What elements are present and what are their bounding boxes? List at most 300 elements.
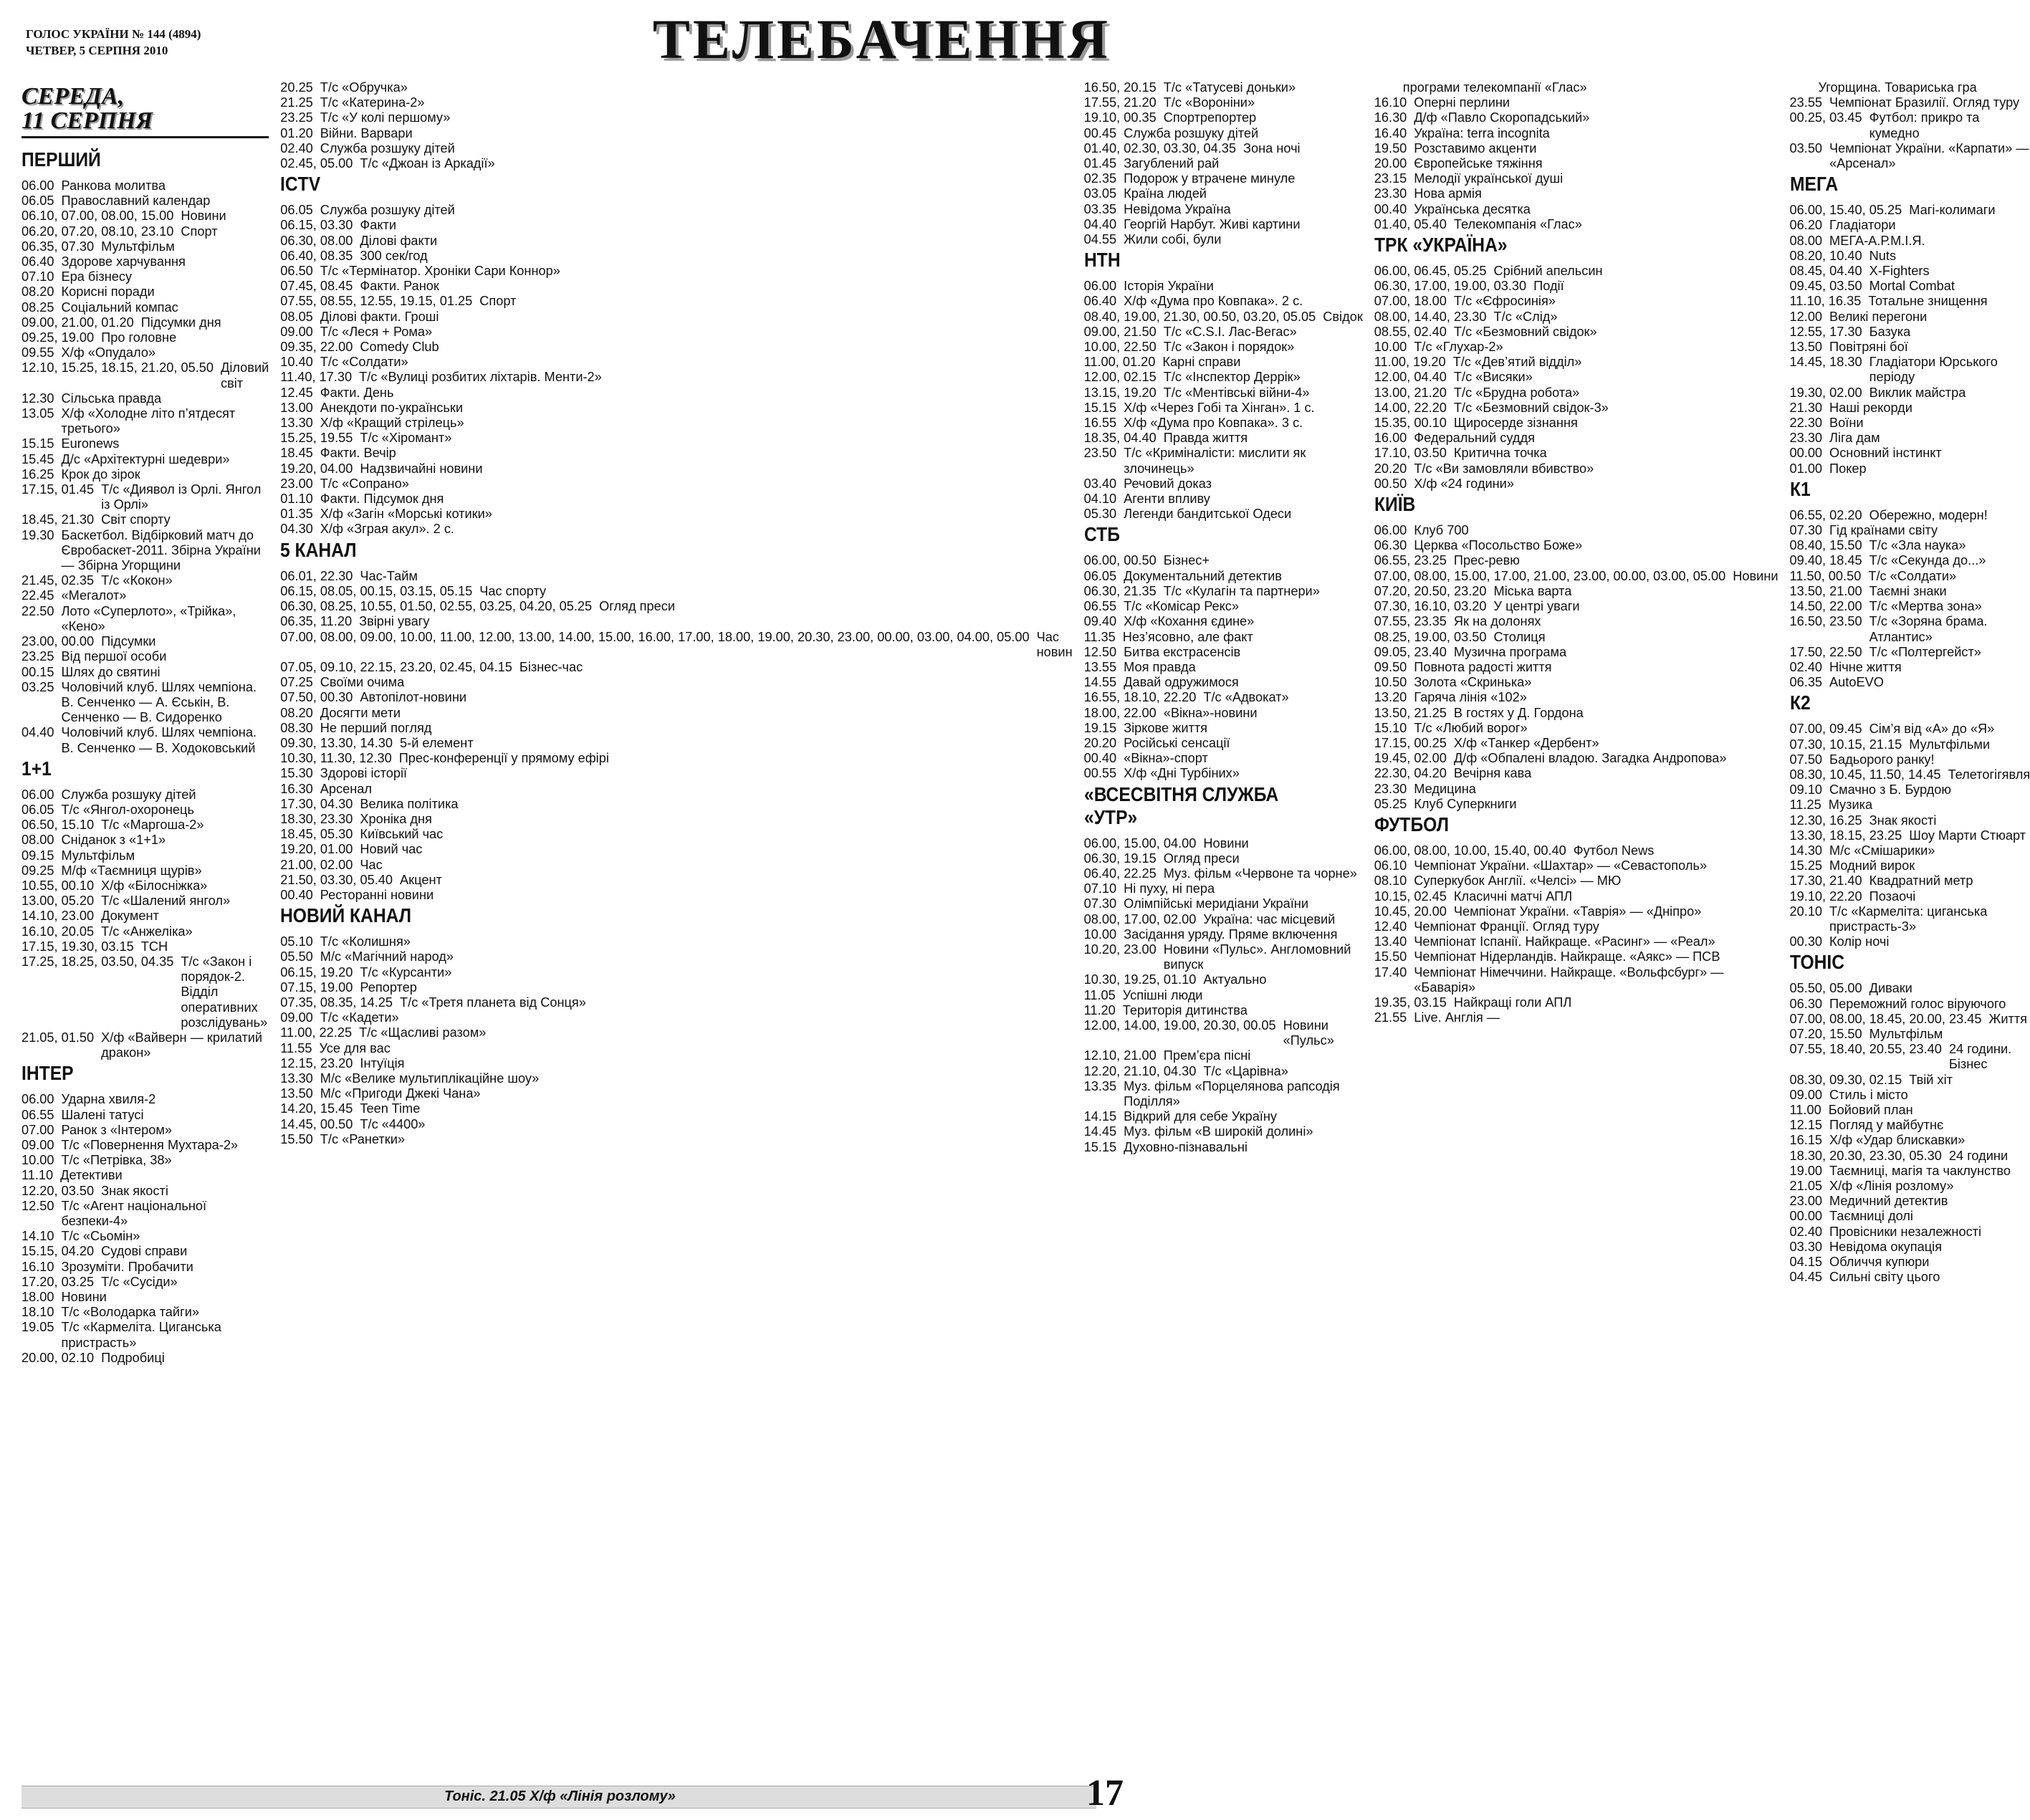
program-row — [1374, 873, 1778, 889]
program-title: Факти. День — [320, 385, 394, 400]
program-row — [1790, 737, 2030, 752]
program-row — [1374, 843, 1778, 858]
program-row — [21, 1092, 269, 1107]
program-row — [280, 842, 1072, 857]
program-title: Як на долонях — [1453, 614, 1541, 629]
program-row — [280, 1101, 1072, 1116]
program-time: 09.00 — [21, 1137, 54, 1152]
program-time: 15.45 — [21, 451, 54, 466]
program-title: 300 сек/год — [360, 248, 428, 263]
program-title: Т/с «Повернення Мухтара-2» — [61, 1137, 239, 1152]
program-title: Подробиці — [101, 1350, 165, 1365]
program-title: Х/ф «Через Гобі та Хінган». 1 с. — [1124, 400, 1315, 415]
program-time: 06.00, 08.00, 10.00, 15.40, 00.40 — [1374, 843, 1566, 858]
program-row — [1374, 904, 1778, 919]
program-title: МЕГА-А.Р.М.І.Я. — [1829, 233, 1925, 248]
program-row — [1084, 721, 1363, 736]
program-time: 11.55 — [280, 1040, 312, 1055]
program-title: Т/с «Янгол-охоронець — [61, 802, 194, 817]
program-title: Т/с «Мертва зона» — [1869, 599, 1982, 614]
program-title: Факти. Підсумок дня — [320, 492, 444, 507]
program-time: 03.25 — [21, 679, 54, 694]
program-title: Т/с «Ви замовляли вбивство» — [1414, 461, 1594, 476]
program-row — [1084, 431, 1363, 446]
program-row — [1084, 942, 1363, 972]
program-row — [1790, 1118, 2030, 1133]
program-time: 19.00 — [1789, 1163, 1823, 1178]
program-time: 16.15 — [1789, 1133, 1823, 1148]
program-time: 08.25 — [21, 300, 54, 315]
program-row — [1790, 1164, 2030, 1179]
program-title: Музична програма — [1453, 644, 1567, 659]
program-row — [1374, 797, 1778, 812]
program-row — [21, 1184, 269, 1199]
program-title: Гаряча лінія «102» — [1414, 690, 1527, 705]
program-title: Бадьорого ранку! — [1829, 752, 1935, 767]
program-title: Країна людей — [1124, 186, 1207, 201]
program-time: 16.00 — [1374, 431, 1407, 446]
program-time: 13.00, 05.20 — [21, 894, 95, 909]
program-row — [1084, 751, 1363, 766]
channel-title: КИЇВ — [1374, 493, 1416, 516]
program-time: 06.05 — [21, 193, 54, 209]
program-title: Служба розшуку дітей — [61, 787, 196, 802]
program-time: 07.30 — [1789, 523, 1823, 538]
program-title: Mortal Combat — [1869, 279, 1955, 294]
channel-title: ФУТБОЛ — [1374, 813, 1449, 835]
program-title: Т/с «Диявол із Орлі. Янгол із Орлі» — [101, 482, 262, 512]
program-title: Сильні світу цього — [1829, 1270, 1940, 1285]
program-time: 15.25, 19.55 — [280, 431, 353, 446]
day-banner — [21, 85, 269, 138]
program-row — [1084, 706, 1363, 721]
program-title: Усе для вас — [319, 1040, 391, 1055]
program-time: 12.10, 15.25, 18.15, 21.20, 05.50 — [21, 360, 214, 375]
program-title: Т/с «Леся + Рома» — [320, 324, 433, 339]
program-time: 06.00 — [21, 178, 54, 193]
program-time: 04.10 — [1083, 492, 1117, 507]
program-time: 00.40 — [280, 887, 313, 902]
program-row — [1374, 355, 1778, 370]
program-title: Х/ф «Дума про Ковпака». 2 с. — [1124, 294, 1303, 309]
program-title: Т/с «4400» — [360, 1116, 426, 1131]
program-row — [280, 766, 1072, 781]
program-title: Т/с «Сусіди» — [101, 1274, 178, 1289]
program-row — [21, 178, 269, 193]
program-row — [21, 665, 269, 680]
channel-title: ПЕРШИЙ — [21, 148, 101, 171]
program-time: 06.15, 08.05, 00.15, 03.15, 05.15 — [280, 583, 473, 598]
program-title: Мультфільми — [1909, 737, 1991, 752]
program-title: Гладіатори Юрського періоду — [1869, 355, 1998, 385]
program-row — [1374, 294, 1778, 309]
program-time: 10.20, 23.00 — [1083, 942, 1157, 957]
program-title: Т/с «Татусеві доньки» — [1163, 80, 1296, 95]
program-time: 06.35, 07.30 — [21, 239, 95, 254]
program-row — [280, 141, 1072, 156]
program-row — [1374, 476, 1778, 492]
program-row — [1790, 508, 2030, 523]
program-row — [21, 254, 269, 269]
program-title: Т/с «Царівна» — [1203, 1063, 1288, 1078]
program-row — [1084, 1048, 1363, 1063]
program-row — [21, 604, 269, 634]
program-row — [21, 1275, 269, 1290]
program-row — [1084, 1064, 1363, 1079]
program-time: 19.35, 03.15 — [1374, 995, 1447, 1010]
program-time: 18.45, 05.30 — [280, 827, 353, 842]
program-time: 12.20, 03.50 — [21, 1183, 95, 1198]
program-title: Т/с «Комісар Рекс» — [1124, 599, 1240, 614]
program-title: В гостях у Д. Гордона — [1453, 705, 1584, 720]
program-time: 08.25, 19.00, 03.50 — [1374, 629, 1487, 644]
program-time: 06.00, 00.50 — [1083, 553, 1157, 568]
program-row — [1790, 858, 2030, 873]
program-time: 06.35 — [1789, 675, 1823, 690]
program-time: 20.20 — [1083, 735, 1117, 750]
program-time: 08.00 — [21, 833, 54, 848]
program-time: 05.25 — [1374, 796, 1407, 811]
program-title: Модний вирок — [1829, 858, 1915, 873]
program-row — [21, 482, 269, 512]
program-time: 09.00 — [1789, 1087, 1823, 1102]
program-row — [21, 224, 269, 239]
program-row — [21, 803, 269, 818]
section-title: ТЕЛЕБАЧЕННЯ — [652, 8, 1111, 70]
program-time: 08.00, 17.00, 02.00 — [1083, 911, 1197, 926]
program-title: Новий час — [360, 842, 423, 857]
program-row — [21, 269, 269, 284]
program-row — [21, 954, 269, 1030]
program-row — [280, 569, 1072, 584]
program-time: 14.55 — [1083, 675, 1117, 690]
program-time: 12.50 — [1083, 644, 1117, 659]
program-title: Х/ф «Кохання єдине» — [1124, 614, 1255, 629]
program-row — [1790, 1209, 2030, 1224]
program-time: 11.10, 16.35 — [1789, 294, 1862, 309]
program-title: Факти — [360, 218, 397, 233]
program-title: Teen Time — [360, 1101, 421, 1116]
program-time: 18.30, 23.30 — [280, 811, 353, 826]
program-title: Олімпійські меридіани України — [1124, 896, 1309, 911]
program-title: Хроніка дня — [360, 811, 432, 826]
program-time: 11.35 — [1083, 629, 1116, 644]
program-time: 20.20 — [1374, 461, 1407, 476]
program-title: Чемпіонат Іспанії. Найкраще. «Расинг» — «Реал» — [1414, 934, 1715, 949]
program-title: Д/ф «Обпалені владою. Загадка Андропова» — [1453, 751, 1727, 766]
program-row — [1084, 217, 1363, 232]
program-title: Euronews — [61, 436, 120, 451]
program-time: 21.05 — [1789, 1179, 1823, 1193]
program-row — [280, 965, 1072, 980]
program-title: Смачно з Б. Бурдою — [1829, 782, 1952, 798]
schedule-column — [280, 80, 1072, 1778]
channel-title: ТРК «УКРАЇНА» — [1374, 234, 1508, 257]
program-time: 13.30 — [280, 1071, 313, 1086]
program-time: 13.50, 21.25 — [1374, 705, 1447, 720]
program-row — [280, 95, 1072, 110]
program-time: 06.30, 08.25, 10.55, 01.50, 02.55, 03.25, 04.20, 05.25 — [280, 599, 593, 614]
program-title: Розставимо акценти — [1414, 140, 1537, 155]
program-time: 02.40 — [1789, 659, 1823, 674]
program-title: Найкращі голи АПЛ — [1453, 995, 1572, 1010]
program-time: 06.00 — [21, 787, 54, 802]
program-time: 09.15 — [21, 848, 54, 863]
program-row — [1084, 141, 1363, 156]
program-row — [280, 1132, 1072, 1147]
program-time: 11.40, 17.30 — [280, 370, 353, 385]
program-time: 07.25 — [280, 675, 313, 690]
program-row — [1790, 325, 2030, 340]
program-title: Служба розшуку дітей — [320, 203, 455, 218]
program-time: 09.00 — [280, 324, 313, 339]
program-row — [280, 507, 1072, 522]
program-time: 12.30 — [21, 391, 54, 406]
program-row — [1374, 721, 1778, 736]
program-row — [1790, 1255, 2030, 1270]
program-time: 09.50 — [1374, 659, 1407, 674]
program-row — [21, 1108, 269, 1123]
program-time: 13.50 — [280, 1086, 313, 1101]
program-title: Моя правда — [1124, 659, 1196, 674]
program-time: 23.50 — [1083, 446, 1117, 461]
program-title: Медицина — [1414, 781, 1476, 796]
program-time: 06.00 — [1374, 523, 1407, 538]
program-row — [1084, 325, 1363, 340]
program-time: 16.10 — [1374, 95, 1407, 110]
program-title: Критична точка — [1453, 446, 1547, 461]
program-title: Наші рекорди — [1829, 400, 1912, 415]
program-row — [280, 873, 1072, 888]
program-row — [1374, 630, 1778, 645]
program-time: 20.25 — [280, 80, 313, 95]
program-row — [1790, 234, 2030, 249]
program-time: 21.55 — [1374, 1010, 1407, 1025]
program-title: Позаочі — [1869, 889, 1916, 904]
channel-block — [1374, 234, 1778, 492]
program-title: Зрозуміти. Пробачити — [61, 1259, 193, 1274]
program-time: 08.00 — [1789, 233, 1823, 248]
program-time: 16.25 — [21, 466, 54, 482]
program-row — [1790, 614, 2030, 644]
program-row — [1084, 660, 1363, 675]
program-row — [1374, 523, 1778, 538]
program-time: 20.10 — [1789, 904, 1823, 919]
program-row — [280, 949, 1072, 964]
program-title: Акцент — [400, 872, 442, 887]
program-row — [1374, 202, 1778, 217]
program-time: 06.50 — [280, 264, 313, 279]
program-row — [280, 888, 1072, 903]
program-row — [21, 878, 269, 894]
program-time: 00.30 — [1789, 934, 1823, 949]
program-title: Т/с «Ранетки» — [320, 1131, 405, 1146]
program-time: 21.50, 03.30, 05.40 — [280, 872, 393, 887]
program-time: 18.10 — [21, 1305, 54, 1320]
program-row — [1374, 446, 1778, 461]
program-time: 04.45 — [1789, 1270, 1823, 1285]
program-title: Крок до зірок — [61, 466, 140, 482]
program-title: Т/с «Вороніни» — [1163, 95, 1255, 110]
program-row — [1790, 523, 2030, 538]
program-row — [1374, 401, 1778, 416]
program-time: 08.55, 02.40 — [1374, 324, 1447, 339]
program-time: 01.10 — [280, 492, 313, 507]
program-time: 07.00, 09.45 — [1789, 722, 1862, 737]
program-title: Т/с «У колі першому» — [320, 110, 451, 125]
program-row — [1084, 1079, 1363, 1109]
program-title: Корисні поради — [61, 284, 155, 300]
program-title: Повнота радості життя — [1414, 659, 1552, 674]
program-row — [1084, 569, 1363, 584]
program-row — [1790, 461, 2030, 476]
program-row — [1374, 766, 1778, 781]
program-time: 17.40 — [1374, 964, 1407, 980]
program-time: 17.30, 04.30 — [280, 796, 353, 811]
program-row — [1790, 1149, 2030, 1164]
program-row — [1790, 997, 2030, 1012]
program-title: Диваки — [1869, 981, 1912, 996]
program-row — [1374, 614, 1778, 629]
program-row — [1084, 492, 1363, 507]
program-time: 03.05 — [1083, 186, 1117, 201]
program-row — [280, 1056, 1072, 1071]
program-row — [21, 725, 269, 755]
program-row — [1084, 1140, 1363, 1155]
program-row — [280, 294, 1072, 309]
program-title: Т/с «Зоряна брама. Атлантис» — [1869, 614, 1988, 644]
program-row — [1790, 340, 2030, 355]
program-row — [21, 924, 269, 939]
program-row — [21, 284, 269, 300]
program-title: Своїми очима — [320, 675, 405, 690]
program-row — [280, 995, 1072, 1010]
program-title: Колір ночі — [1829, 934, 1890, 949]
program-title: Муз. фільм «Червоне та чорне» — [1163, 866, 1357, 881]
program-title: Т/с «Кулагін та партнери» — [1163, 583, 1320, 598]
program-row — [1790, 645, 2030, 660]
program-time: 09.55 — [21, 345, 54, 360]
program-row — [1374, 645, 1778, 660]
program-title: Огляд преси — [599, 599, 675, 614]
program-title: Х/ф «Холодне літо п’ятдесят третього» — [61, 406, 236, 436]
program-title: Життя — [1988, 1011, 2027, 1026]
program-title: Ліга дам — [1829, 431, 1880, 446]
program-time: 06.55, 02.20 — [1789, 507, 1862, 522]
program-time: 23.25 — [21, 649, 54, 664]
program-row — [280, 80, 1072, 95]
program-title: Т/с «Обручка» — [320, 80, 408, 95]
program-time: 06.30 — [1374, 538, 1407, 553]
program-title: Зона ночі — [1243, 140, 1301, 155]
program-row — [1790, 80, 2030, 95]
program-time: 16.10, 20.05 — [21, 924, 95, 939]
program-title: Чемпіонат України. «Шахтар» — «Севастополь» — [1414, 858, 1708, 873]
program-title: Покер — [1829, 461, 1867, 476]
program-time: 12.30, 16.25 — [1789, 813, 1862, 828]
program-row — [280, 446, 1072, 461]
program-title: Чемпіонат України. «Таврія» — «Дніпро» — [1453, 904, 1702, 919]
program-row — [280, 797, 1072, 812]
program-row — [1374, 80, 1778, 95]
program-time: 01.40, 02.30, 03.30, 04.35 — [1083, 140, 1236, 155]
program-time: 17.20, 03.25 — [21, 1274, 95, 1289]
program-time: 06.00 — [1083, 279, 1117, 294]
program-row — [280, 218, 1072, 233]
program-title: Срібний апельсин — [1493, 264, 1603, 279]
program-row — [21, 360, 269, 391]
program-title: М/с «Смішарики» — [1829, 843, 1935, 858]
program-row — [280, 476, 1072, 492]
program-row — [1790, 752, 2030, 767]
program-time: 06.30 — [1789, 996, 1823, 1011]
program-time: 09.25 — [21, 863, 54, 878]
program-row — [1790, 599, 2030, 614]
program-time: 19.05 — [21, 1320, 54, 1335]
program-row — [1374, 1010, 1778, 1025]
program-row — [280, 1117, 1072, 1132]
program-row — [280, 706, 1072, 721]
program-time: 09.05, 23.40 — [1374, 644, 1447, 659]
program-title: Live. Англія — — [1414, 1010, 1500, 1025]
program-time: 18.35, 04.40 — [1083, 431, 1157, 446]
program-time: 00.45 — [1083, 125, 1117, 140]
program-title: Українська десятка — [1414, 201, 1531, 216]
program-title: Правда життя — [1163, 431, 1248, 446]
program-title: Чоловічий клуб. Шлях чемпіона. В. Сенченко — В. Ходоковський — [61, 725, 257, 755]
program-row — [21, 1168, 269, 1183]
program-time: 00.00 — [1789, 446, 1823, 461]
schedule-column — [1084, 80, 1363, 1778]
program-title: програми телекомпанії «Глас» — [1402, 80, 1587, 95]
program-time: 12.55, 17.30 — [1789, 324, 1862, 339]
program-time: 09.40 — [1083, 614, 1117, 629]
program-title: Квадратний метр — [1869, 873, 1973, 889]
program-row — [1374, 965, 1778, 995]
program-time: 06.55 — [21, 1107, 54, 1122]
program-title: Актуально — [1203, 972, 1267, 987]
program-title: Православний календар — [61, 193, 211, 209]
program-title: Телекомпанія «Глас» — [1453, 216, 1582, 231]
program-title: Обличчя купюри — [1829, 1255, 1930, 1270]
program-title: Засідання уряду. Пряме включення — [1124, 926, 1338, 942]
channel-block — [21, 1062, 269, 1366]
program-row — [21, 345, 269, 360]
program-title: Духовно-пізнавальні — [1124, 1139, 1248, 1154]
program-time: 09.00, 21.50 — [1083, 324, 1157, 339]
program-time: 13.35 — [1083, 1078, 1117, 1093]
program-time: 15.50 — [280, 1131, 313, 1146]
program-row — [21, 300, 269, 315]
program-title: Легенди бандитської Одеси — [1124, 507, 1292, 522]
program-title: Шлях до святині — [61, 664, 161, 679]
channel-block — [1374, 813, 1778, 1025]
program-title: Новини — [1203, 835, 1249, 851]
program-time: 16.10 — [21, 1259, 54, 1274]
program-time: 15.15, 04.20 — [21, 1244, 95, 1259]
program-time: 01.00 — [1789, 461, 1823, 476]
program-title: Чемпіонат Нідерландів. Найкраще. «Аякс» — ПСВ — [1414, 949, 1720, 964]
program-title: Ударна хвиля-2 — [61, 1092, 156, 1107]
program-time: 05.30 — [1083, 507, 1117, 522]
program-time: 07.50, 00.30 — [280, 690, 353, 705]
program-time: 06.10 — [1374, 858, 1407, 873]
program-title: Успішні люди — [1122, 987, 1203, 1002]
program-title: Х/ф «24 години» — [1414, 476, 1514, 491]
program-title: Т/с «Висяки» — [1453, 370, 1533, 385]
program-title: М/с «Магічний народ» — [320, 949, 454, 964]
program-title: AutoEVO — [1829, 675, 1884, 690]
